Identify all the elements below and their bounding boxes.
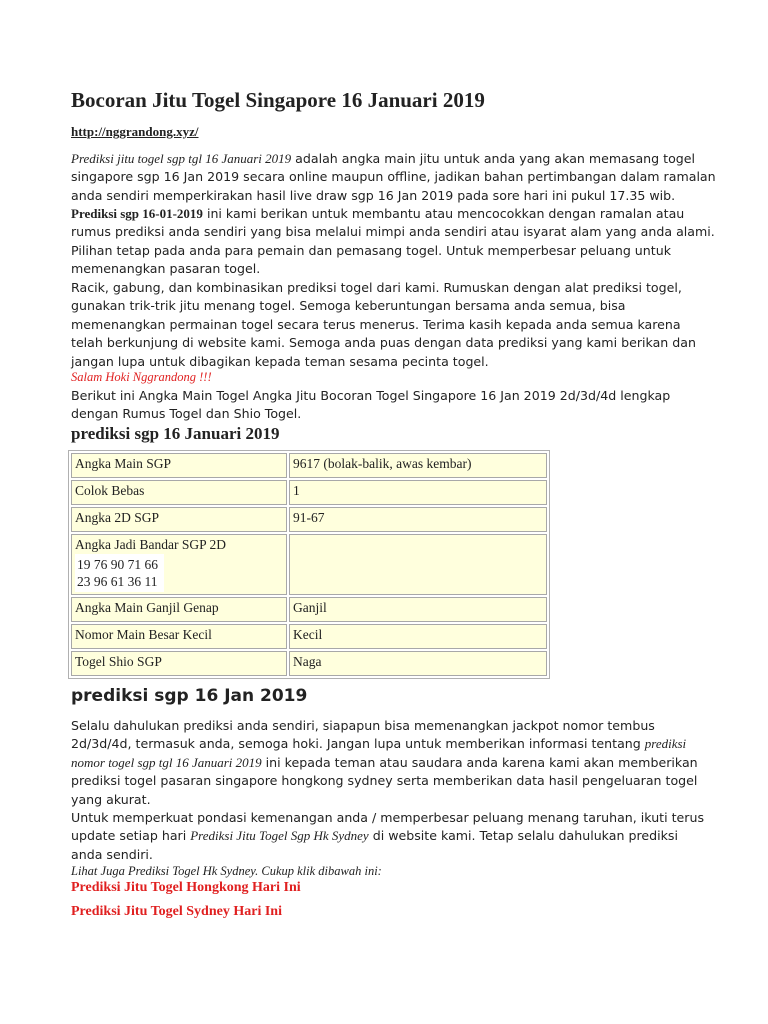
body-italic-phrase: nomor togel sgp tgl 16 Januari 2019 — [71, 754, 262, 770]
sydney-prediction-link[interactable]: Prediksi Jitu Togel Sydney Hari Ini — [71, 904, 282, 919]
intro-text: Berikut ini Angka Main Togel Angka Jitu Bocoran Togel Singapore 16 Jan 2019 2d/3d/4d lengkap — [71, 388, 671, 403]
intro-italic-phrase: Prediksi jitu togel sgp tgl 16 Januari 2019 — [71, 151, 292, 166]
body-text: prediksi togel pasaran singapore hongkong sydney serta memberikan data hasil pengeluaran togel — [71, 773, 698, 789]
body-text: anda sendiri. — [71, 846, 153, 862]
table-label-cell — [71, 534, 287, 595]
site-link[interactable]: http://nggrandong.xyz/ — [71, 124, 199, 139]
table-row — [71, 507, 547, 532]
table-row — [71, 480, 547, 505]
intro-text: telah berkunjung di website kami. Semoga anda puas dengan data prediksi yang kami berikan dan — [71, 335, 696, 351]
see-also-text: Lihat Juga Prediksi Togel Hk Sydney. Cukup klik dibawah ini: — [71, 864, 382, 878]
table-row — [71, 624, 547, 649]
salam-text: Salam Hoki Nggrandong !!! — [71, 370, 212, 384]
table-row — [71, 453, 547, 478]
intro-text: memenangkan permainan togel secara terus menerus. Terima kasih kepada anda semua karena — [71, 316, 681, 332]
body-italic-phrase: prediksi — [644, 736, 687, 752]
section-heading: prediksi sgp 16 Jan 2019 — [71, 686, 308, 706]
body-text: ini kepada teman atau saudara anda karena kami akan memberikan — [261, 754, 698, 770]
intro-bold-phrase: Prediksi sgp 16-01-2019 — [71, 206, 203, 221]
body-text: yang akurat. — [71, 791, 151, 807]
intro-paragraph-3 — [71, 279, 711, 371]
intro-text: ini kami berikan untuk membantu atau mencocokkan dengan ramalan atau — [202, 206, 685, 221]
intro-text: gunakan trik-trik jitu menang togel. Semoga keberuntungan bersama anda semua, bisa — [71, 298, 626, 314]
intro-text: anda sendiri memperkirakan hasil live draw sgp 16 Jan 2019 pada sore hari ini pukul 17.35 wib. — [71, 187, 676, 203]
bandar-numbers — [75, 554, 164, 592]
table-value: Naga — [289, 651, 547, 676]
page-title: Bocoran Jitu Togel Singapore 16 Januari 2019 — [71, 88, 485, 112]
body-text: Selalu dahulukan prediksi anda sendiri, siapapun bisa memenangkan jackpot nomor tembus — [71, 718, 655, 733]
prediction-table — [68, 450, 550, 679]
table-value: 9617 (bolak-balik, awas kembar) — [289, 453, 547, 478]
table-label: Angka Jadi Bandar SGP 2D — [75, 537, 226, 552]
table-value — [289, 534, 547, 595]
hongkong-prediction-link[interactable]: Prediksi Jitu Togel Hongkong Hari Ini — [71, 880, 301, 895]
table-label: Colok Bebas — [71, 480, 287, 505]
table-row — [71, 597, 547, 622]
body-text: di website kami. Tetap selalu dahulukan prediksi — [368, 828, 678, 844]
body-paragraph-2 — [71, 809, 711, 864]
table-value: Kecil — [289, 624, 547, 649]
intro-text: adalah angka main jitu untuk anda yang akan memasang togel — [291, 151, 696, 166]
table-row — [71, 534, 547, 595]
intro-paragraph-2 — [71, 205, 715, 279]
body-paragraph-1 — [71, 717, 711, 809]
intro-text: Pilihan tetap pada anda para pemain dan pemasang togel. Untuk memperbesar peluang untuk — [71, 242, 671, 258]
table-value: 1 — [289, 480, 547, 505]
bandar-numbers-line: 19 76 90 71 66 — [77, 557, 158, 572]
body-text: update setiap hari — [71, 828, 191, 844]
table-label: Nomor Main Besar Kecil — [71, 624, 287, 649]
intro-text: rumus prediksi anda sendiri yang bisa melalui mimpi anda sendiri atau isyarat alam yang anda alami. — [71, 224, 715, 240]
table-label: Angka 2D SGP — [71, 507, 287, 532]
intro-text: jangan lupa untuk dibagikan kepada teman sesama pecinta togel. — [71, 353, 489, 369]
intro-text: dengan Rumus Togel dan Shio Togel. — [71, 406, 302, 422]
bandar-numbers-line: 23 96 61 36 11 — [77, 574, 158, 589]
table-label: Angka Main SGP — [71, 453, 287, 478]
table-heading: prediksi sgp 16 Januari 2019 — [71, 424, 280, 443]
intro-paragraph-1 — [71, 150, 716, 205]
intro-text: Racik, gabung, dan kombinasikan prediksi togel dari kami. Rumuskan dengan alat prediksi togel, — [71, 280, 682, 295]
intro-text: memenangkan pasaran togel. — [71, 261, 261, 277]
body-text: 2d/3d/4d, termasuk anda, semoga hoki. Jangan lupa untuk memberikan informasi tentang — [71, 736, 645, 752]
table-row — [71, 651, 547, 676]
body-text: Untuk memperkuat pondasi kemenangan anda / memperbesar peluang menang taruhan, ikuti terus — [71, 810, 705, 825]
intro-text: singapore sgp 16 Jan 2019 secara online maupun offline, jadikan bahan pertimbangan dalam ramalan — [71, 169, 716, 185]
table-value: Ganjil — [289, 597, 547, 622]
table-label: Togel Shio SGP — [71, 651, 287, 676]
body-italic-phrase: Prediksi Jitu Togel Sgp Hk Sydney — [190, 828, 369, 844]
table-label: Angka Main Ganjil Genap — [71, 597, 287, 622]
table-value: 91-67 — [289, 507, 547, 532]
intro-paragraph-4 — [71, 387, 711, 424]
